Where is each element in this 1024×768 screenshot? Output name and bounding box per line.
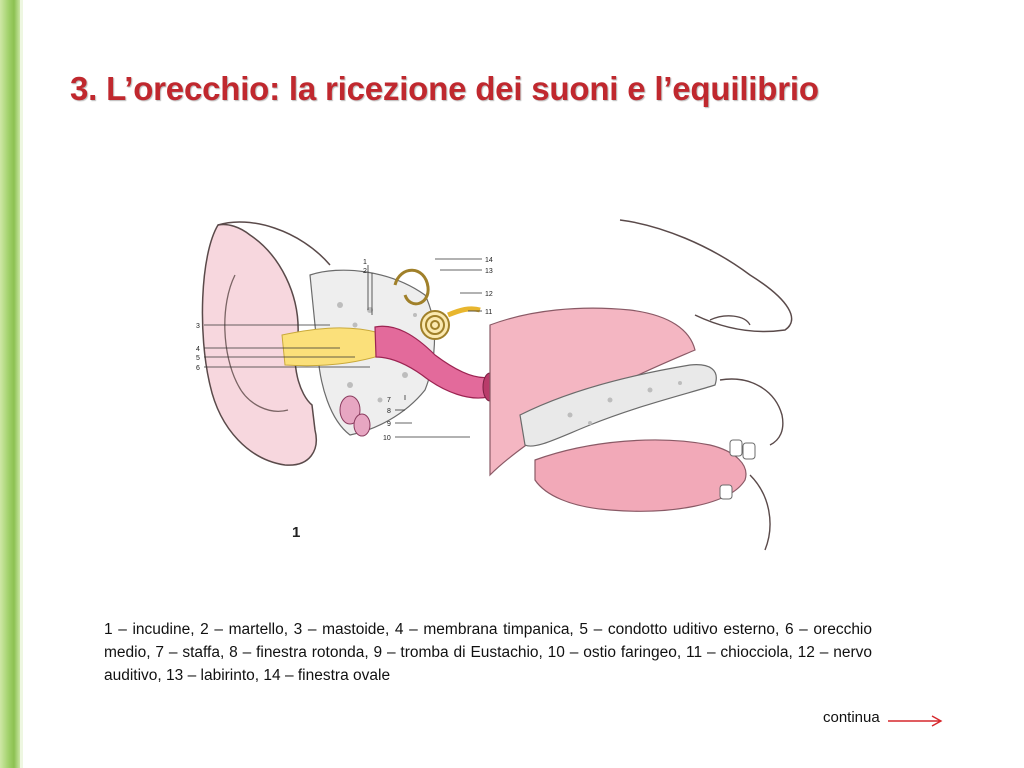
continue-link[interactable]: [823, 706, 944, 728]
upper-lip: [720, 379, 783, 445]
callout-2: 2: [363, 268, 367, 275]
ear-anatomy-illustration: [190, 215, 810, 555]
callout-9: 9: [387, 421, 391, 428]
callout-5: 5: [196, 355, 200, 362]
callout-10: 10: [383, 435, 391, 442]
left-accent-bar: [0, 0, 20, 768]
callout-7: 7: [387, 397, 391, 404]
callout-3: 3: [196, 323, 200, 330]
slide-title: 3. L’orecchio: la ricezione dei suoni e l’equilibrio: [70, 70, 819, 107]
chin-outline: [750, 475, 770, 550]
callout-6: 6: [196, 365, 200, 372]
callout-4: 4: [196, 346, 200, 353]
left-accent-bar-edge: [20, 0, 23, 768]
callout-12: 12: [485, 291, 493, 298]
callout-1: 1: [363, 259, 367, 266]
tongue-and-mouth: [535, 440, 746, 511]
continue-label: continua: [823, 708, 880, 726]
callout-13: 13: [485, 268, 493, 275]
cochlea: [421, 311, 449, 339]
right-arrow-icon: [886, 714, 944, 728]
callout-14: 14: [485, 257, 493, 264]
figure-caption: 1 – incudine, 2 – martello, 3 – mastoide, 4 – membrana timpanica, 5 – condotto uditivo esterno, 6 – orecchio medio, 7 – staffa, 8 – finestra rotonda, 9 – tromba di Eustachio, 10 – ostio faringeo, 11 – chiocciola, 12 – nervo auditivo, 13 – labirinto, 14 – finestra ovale: [104, 621, 872, 684]
callout-8: 8: [387, 408, 391, 415]
callout-11: 11: [485, 309, 493, 316]
figure-panel-number: 1: [292, 524, 301, 541]
auditory-nerve: [448, 309, 480, 315]
